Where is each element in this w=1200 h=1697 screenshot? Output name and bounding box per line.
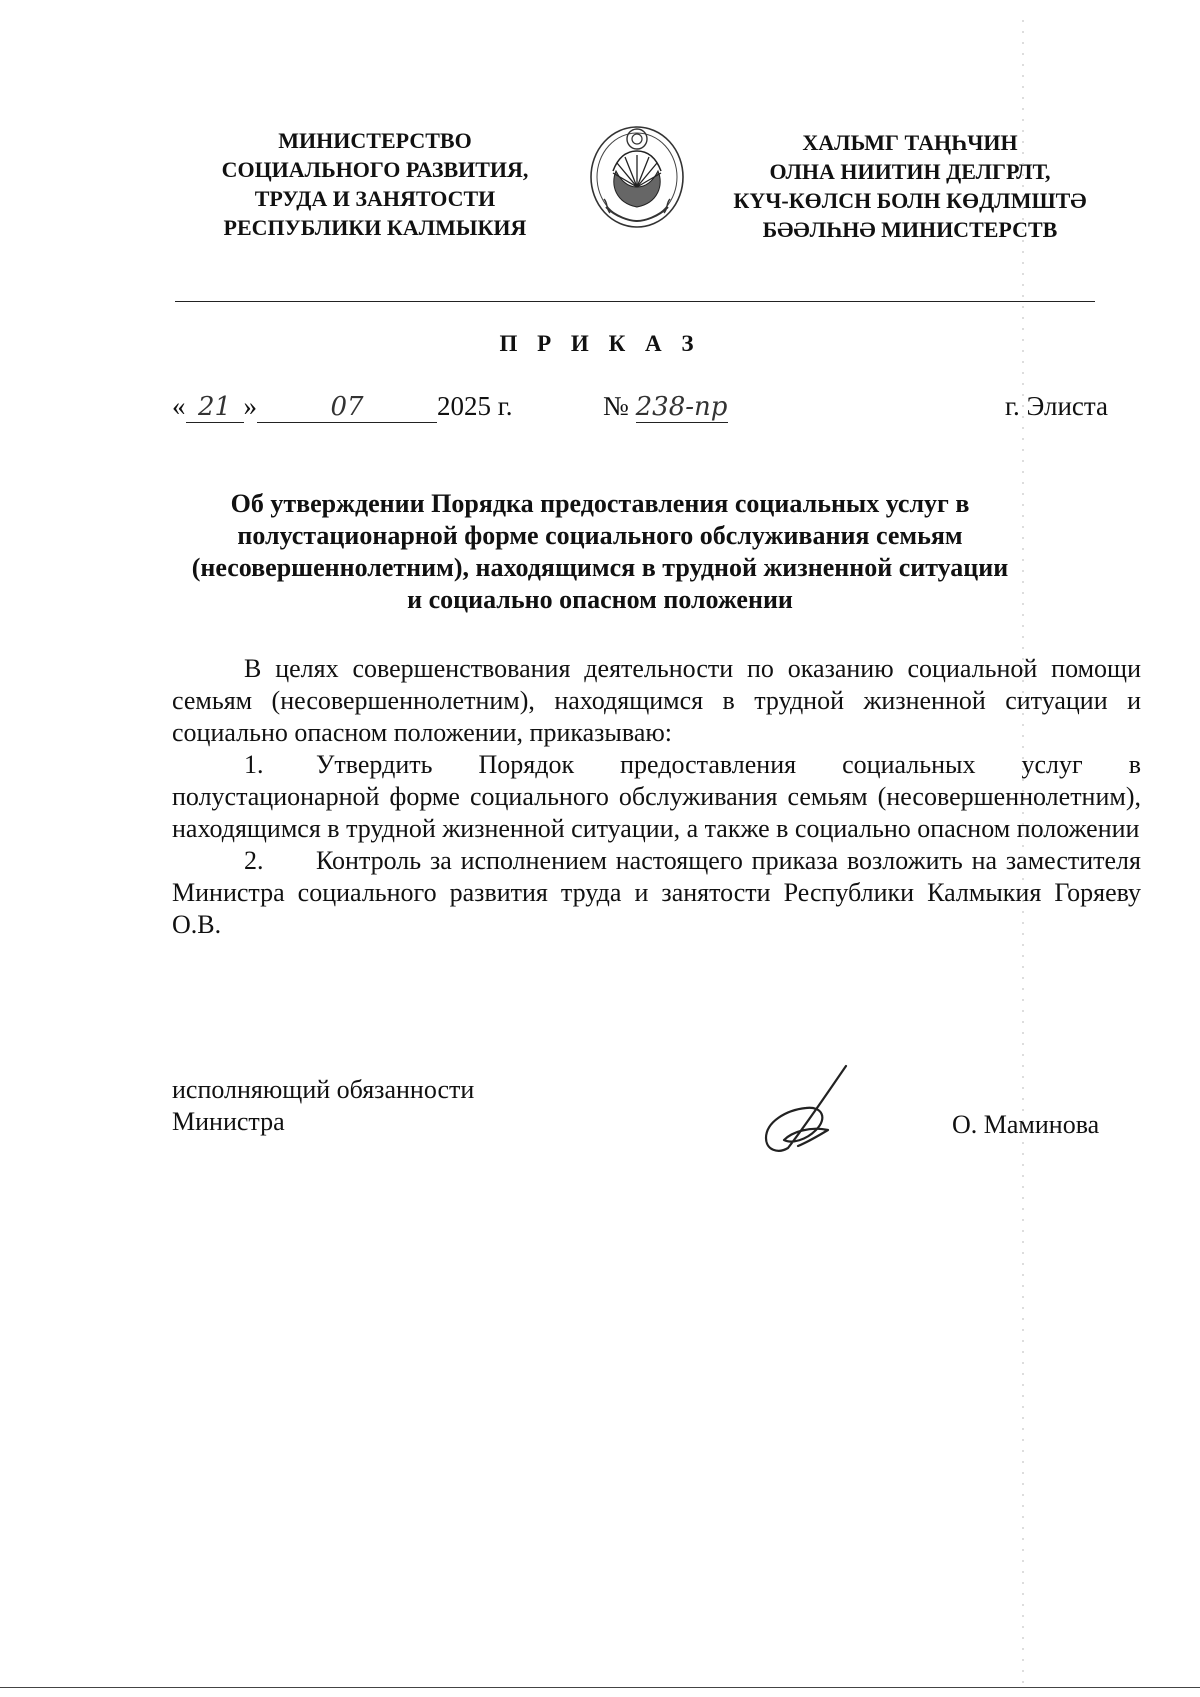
item-number: 2. bbox=[244, 846, 264, 875]
document-date bbox=[172, 391, 513, 423]
title-line: и социально опасном положении bbox=[407, 585, 793, 614]
org-name-line: СОЦИАЛЬНОГО РАЗВИТИЯ, bbox=[221, 157, 529, 182]
date-open-quote: « bbox=[172, 391, 186, 421]
item-text: Утвердить Порядок предоставления социальных услуг в полустационарной форме социального обслуживания семьям (несовершеннолетним), находящимся в трудной жизненной ситуации, а также в социально опасном положении bbox=[172, 750, 1141, 843]
coat-of-arms-icon bbox=[586, 121, 688, 231]
date-close-quote: » bbox=[243, 391, 257, 421]
document-city: г. Элиста bbox=[1005, 391, 1109, 421]
date-day: 21 bbox=[186, 392, 244, 423]
org-name-line: КҮЧ-КӨЛСН БОЛН КӨДЛМШТӘ bbox=[733, 188, 1087, 213]
signatory-role bbox=[172, 1074, 474, 1138]
org-name-line: БӘӘЛҺНӘ МИНИСТЕРСТВ bbox=[762, 217, 1058, 242]
document-number bbox=[603, 391, 728, 423]
org-name-line: ХАЛЬМГ ТАҢҺЧИН bbox=[802, 130, 1018, 155]
org-name-line: МИНИСТЕРСТВО bbox=[278, 128, 472, 153]
scan-edge-artifact bbox=[1016, 0, 1030, 1697]
org-name-line: ОЛНА НИИТИН ДЕЛГРЛТ, bbox=[769, 159, 1051, 184]
title-line: (несовершеннолетним), находящимся в трудной жизненной ситуации bbox=[191, 553, 1009, 582]
org-name-line: РЕСПУБЛИКИ КАЛМЫКИЯ bbox=[223, 215, 527, 240]
title-line: Об утверждении Порядка предоставления социальных услуг в bbox=[230, 489, 970, 518]
number-value: 238-пр bbox=[635, 392, 728, 422]
org-name-kalmyk bbox=[700, 128, 1120, 244]
item-text: Контроль за исполнением настоящего приказа возложить на заместителя Министра социального развития труда и занятости Республики Калмыкия Горяеву О.В. bbox=[172, 846, 1141, 939]
date-year: 2025 г. bbox=[437, 391, 513, 421]
date-month: 07 bbox=[257, 392, 437, 423]
role-line: Министра bbox=[172, 1107, 285, 1136]
item-number: 1. bbox=[244, 750, 264, 779]
scan-bottom-edge bbox=[0, 1687, 1200, 1688]
signatory-name: О. Маминова bbox=[952, 1110, 1100, 1139]
header-divider bbox=[175, 301, 1095, 302]
org-name-russian bbox=[180, 126, 570, 242]
number-sign: № bbox=[603, 391, 629, 421]
role-line: исполняющий обязанности bbox=[172, 1075, 475, 1104]
order-title bbox=[150, 488, 1050, 616]
title-line: полустационарной форме социального обслуживания семьям bbox=[237, 521, 963, 550]
preamble-paragraph: В целях совершенствования деятельности по оказанию социальной помощи семьям (несовершеннолетним), находящимся в трудной жизненной ситуации и социально опасном положении, приказываю: bbox=[172, 654, 1141, 747]
signature-icon bbox=[758, 1062, 858, 1160]
order-body bbox=[172, 653, 1141, 941]
org-name-line: ТРУДА И ЗАНЯТОСТИ bbox=[254, 186, 496, 211]
document-type: П Р И К А З bbox=[499, 331, 701, 356]
order-item bbox=[172, 749, 1141, 845]
order-item bbox=[172, 845, 1141, 941]
